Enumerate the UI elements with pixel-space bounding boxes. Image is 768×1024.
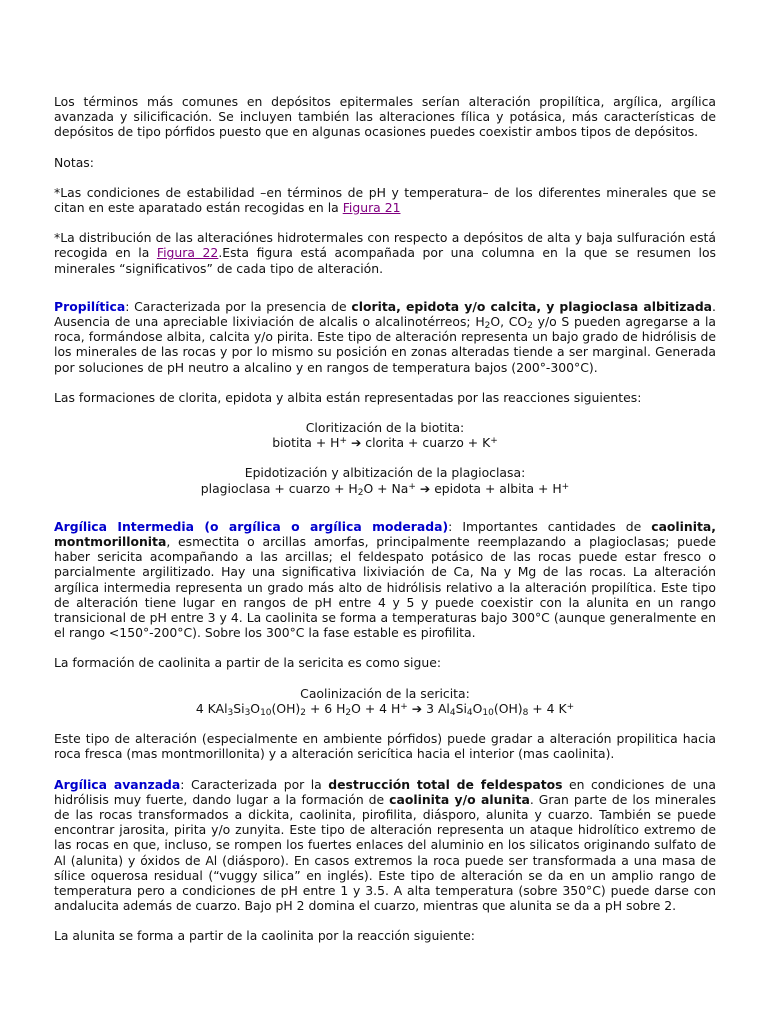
reaction-term: (OH) bbox=[271, 700, 301, 716]
reaction-term: (OH) bbox=[493, 700, 523, 716]
propilitica-text: . Ausencia de una apreciable lixiviación de alcalis o alcalinotérreos; H bbox=[54, 298, 716, 330]
reaction-term: plagioclasa + cuarzo + H bbox=[200, 480, 358, 496]
alunita-intro: La alunita se forma a partir de la caolinita por la reacción siguiente: bbox=[54, 928, 475, 944]
intro-paragraph: Los términos más comunes en depósitos epitermales serían alteración propilítica, argílica, argílica avanzada y silicificación. Se incluyen también las alteraciones fílica y potásica, más características de depósitos de tipo pórfidos puesto que en algunas ocasiones puedes coexistir ambos tipos de depósitos. bbox=[54, 94, 716, 140]
superscript: + bbox=[408, 481, 416, 492]
superscript: + bbox=[400, 701, 408, 712]
reaction-term: Si bbox=[233, 700, 245, 716]
reaction-term: clorita + cuarzo + K bbox=[361, 435, 491, 451]
subscript: 2 bbox=[300, 707, 306, 718]
note-2-post: .Esta figura está acompañada por una columna en la que se resumen los minerales “significativos” de cada tipo de alteración. bbox=[54, 245, 716, 276]
superscript: + bbox=[566, 701, 575, 712]
reaction-term: + 6 H bbox=[306, 700, 346, 716]
superscript: + bbox=[561, 481, 570, 492]
reaction-term: biotita + H bbox=[272, 435, 340, 451]
superscript: + bbox=[339, 436, 348, 447]
avanzada-bold: caolinita y/o alunita bbox=[389, 791, 530, 807]
subscript: 4 bbox=[449, 707, 456, 718]
subscript: 2 bbox=[484, 321, 491, 332]
reaction-term: 3 Al bbox=[422, 700, 450, 716]
avanzada-paragraph bbox=[54, 777, 716, 914]
reaction-term: epidota + albita + H bbox=[430, 480, 562, 496]
gradar-paragraph: Este tipo de alteración (especialmente en ambiente pórfidos) puede gradar a alteración propilitica hacia roca fresca (mas montmorillonita) y a alteración sericítica hacia el interior (mas caolinita). bbox=[54, 731, 716, 762]
reaction-term: Si bbox=[455, 700, 467, 716]
arrow-icon: ➔ bbox=[411, 700, 423, 716]
reaction-title: Epidotización y albitización de la plagioclasa: bbox=[244, 465, 526, 481]
avanzada-text: en condiciones de una hidrólisis muy fuerte, dando lugar a la formación de bbox=[54, 776, 716, 807]
avanzada-bold: destrucción total de feldespatos bbox=[328, 776, 563, 792]
reaction-term: O bbox=[472, 700, 483, 716]
argilica-paragraph bbox=[54, 519, 716, 641]
caolinita-intro: La formación de caolinita a partir de la sericita es como sigue: bbox=[54, 655, 442, 671]
argilica-text: , esmectita o arcillas amorfas, principalmente reemplazando a plagioclasas; puede haber sericita acompañando a las arcillas; el feldespato potásico de las rocas puede estar fresco o parcialmente argilitizado. Hay una significativa lixiviación de Ca, Na y Mg de las rocas. La alteración argílica intermedia representa un grado más alto de hidrólisis relativo a la alteración propilítica. Este tipo de alteración tiene lugar en rangos de pH entre 4 y 5 y puede coexistir con la alunita en un rango transicional de pH entre 3 y 4. La caolinita se forma a temperaturas bajo 300°C (aunque generalmente en el rango <150°-200°C). Sobre los 300°C la fase estable es pirofilita. bbox=[54, 534, 716, 641]
subscript: 10 bbox=[482, 707, 494, 718]
subscript: 2 bbox=[357, 487, 364, 498]
subscript: 10 bbox=[260, 707, 272, 718]
subscript: 3 bbox=[227, 707, 234, 718]
argilica-heading: Argílica Intermedia (o argílica o argílica moderada) bbox=[54, 518, 449, 534]
reaction-term: 4 KAl bbox=[195, 700, 228, 716]
avanzada-text: : Caracterizada por la bbox=[180, 776, 329, 792]
arrow-icon: ➔ bbox=[350, 435, 362, 451]
reaction-caolinizacion bbox=[54, 686, 716, 716]
reaction-term: O bbox=[250, 700, 261, 716]
subscript: 2 bbox=[345, 707, 352, 718]
note-1-text: *Las condiciones de estabilidad –en términos de pH y temperatura– de los diferentes minerales que se citan en este aparatado están recogidas en la bbox=[54, 184, 716, 216]
note-2-pre: *La distribución de las alteraciónes hidrotermales con respecto a depósitos de alta y baja sulfuración está recogida en la bbox=[54, 230, 716, 261]
note-1 bbox=[54, 185, 716, 215]
propilitica-paragraph bbox=[54, 299, 716, 375]
subscript: 4 bbox=[466, 707, 473, 718]
avanzada-heading: Argílica avanzada bbox=[54, 776, 181, 792]
figura-22-link[interactable]: Figura 22 bbox=[156, 245, 219, 261]
propilitica-minerals: clorita, epidota y/o calcita, y plagioclasa albitizada bbox=[351, 298, 713, 314]
propilitica-text: : Caracterizada por la presencia de bbox=[125, 298, 352, 314]
avanzada-text: . Gran parte de los minerales de las rocas transformados a dickita, caolinita, pirofilita, diásporo, alunita y cuarzo. También se puede encontrar jarosita, pirita y/o zunyita. Este tipo de alteración representa un ataque hidrolítico extremo de las rocas en que, incluso, se rompen los fuertes enlaces del aluminio en los silicatos originando sulfato de Al (alunita) y óxidos de Al (diásporo). En casos extremos la roca puede ser transformada a una masa de sílice oquerosa residual (“vuggy silica” en inglés). Este tipo de alteración se da en un amplio rango de temperatura pero a condiciones de pH entre 1 y 3.5. A alta temperatura (sobre 350°C) puede darse con andalucita además de cuarzo. Bajo pH 2 domina el cuarzo, mientras que alunita se da a pH sobre 2. bbox=[54, 791, 717, 914]
reaction-term: O + Na bbox=[363, 480, 409, 496]
reaction-title: Cloritización de la biotita: bbox=[305, 420, 465, 436]
reaction-term: + 4 K bbox=[528, 700, 567, 716]
reactions-intro: Las formaciones de clorita, epidota y albita están representadas por las reacciones siguientes: bbox=[54, 389, 642, 405]
propilitica-text: y/o S pueden agregarse a la roca, formándose albita, calcita y/o pirita. Este tipo de alteración representa un bajo grado de hidrólisis de los minerales de las rocas y por lo mismo su posición en zonas alteradas tiende a ser marginal. Generada por soluciones de pH neutro a alcalino y en rangos de temperatura bajos (200°-300°C). bbox=[54, 314, 716, 375]
superscript: + bbox=[490, 436, 498, 447]
arrow-icon: ➔ bbox=[419, 480, 431, 496]
subscript: 2 bbox=[527, 321, 533, 332]
subscript: 8 bbox=[522, 707, 529, 718]
propilitica-heading: Propilítica bbox=[54, 298, 126, 314]
document-body bbox=[54, 94, 716, 959]
note-2 bbox=[54, 230, 716, 276]
reaction-title: Caolinización de la sericita: bbox=[300, 685, 470, 701]
propilitica-text: O, CO bbox=[490, 314, 528, 330]
argilica-minerals: caolinita, montmorillonita bbox=[54, 518, 716, 550]
reaction-cloritizacion bbox=[54, 420, 716, 450]
figura-21-link[interactable]: Figura 21 bbox=[342, 200, 401, 216]
argilica-text: : Importantes cantidades de bbox=[448, 518, 652, 534]
reaction-term: O + 4 H bbox=[351, 700, 401, 716]
reaction-epidotizacion bbox=[54, 465, 716, 498]
notas-label: Notas: bbox=[54, 154, 94, 170]
subscript: 3 bbox=[244, 707, 251, 718]
